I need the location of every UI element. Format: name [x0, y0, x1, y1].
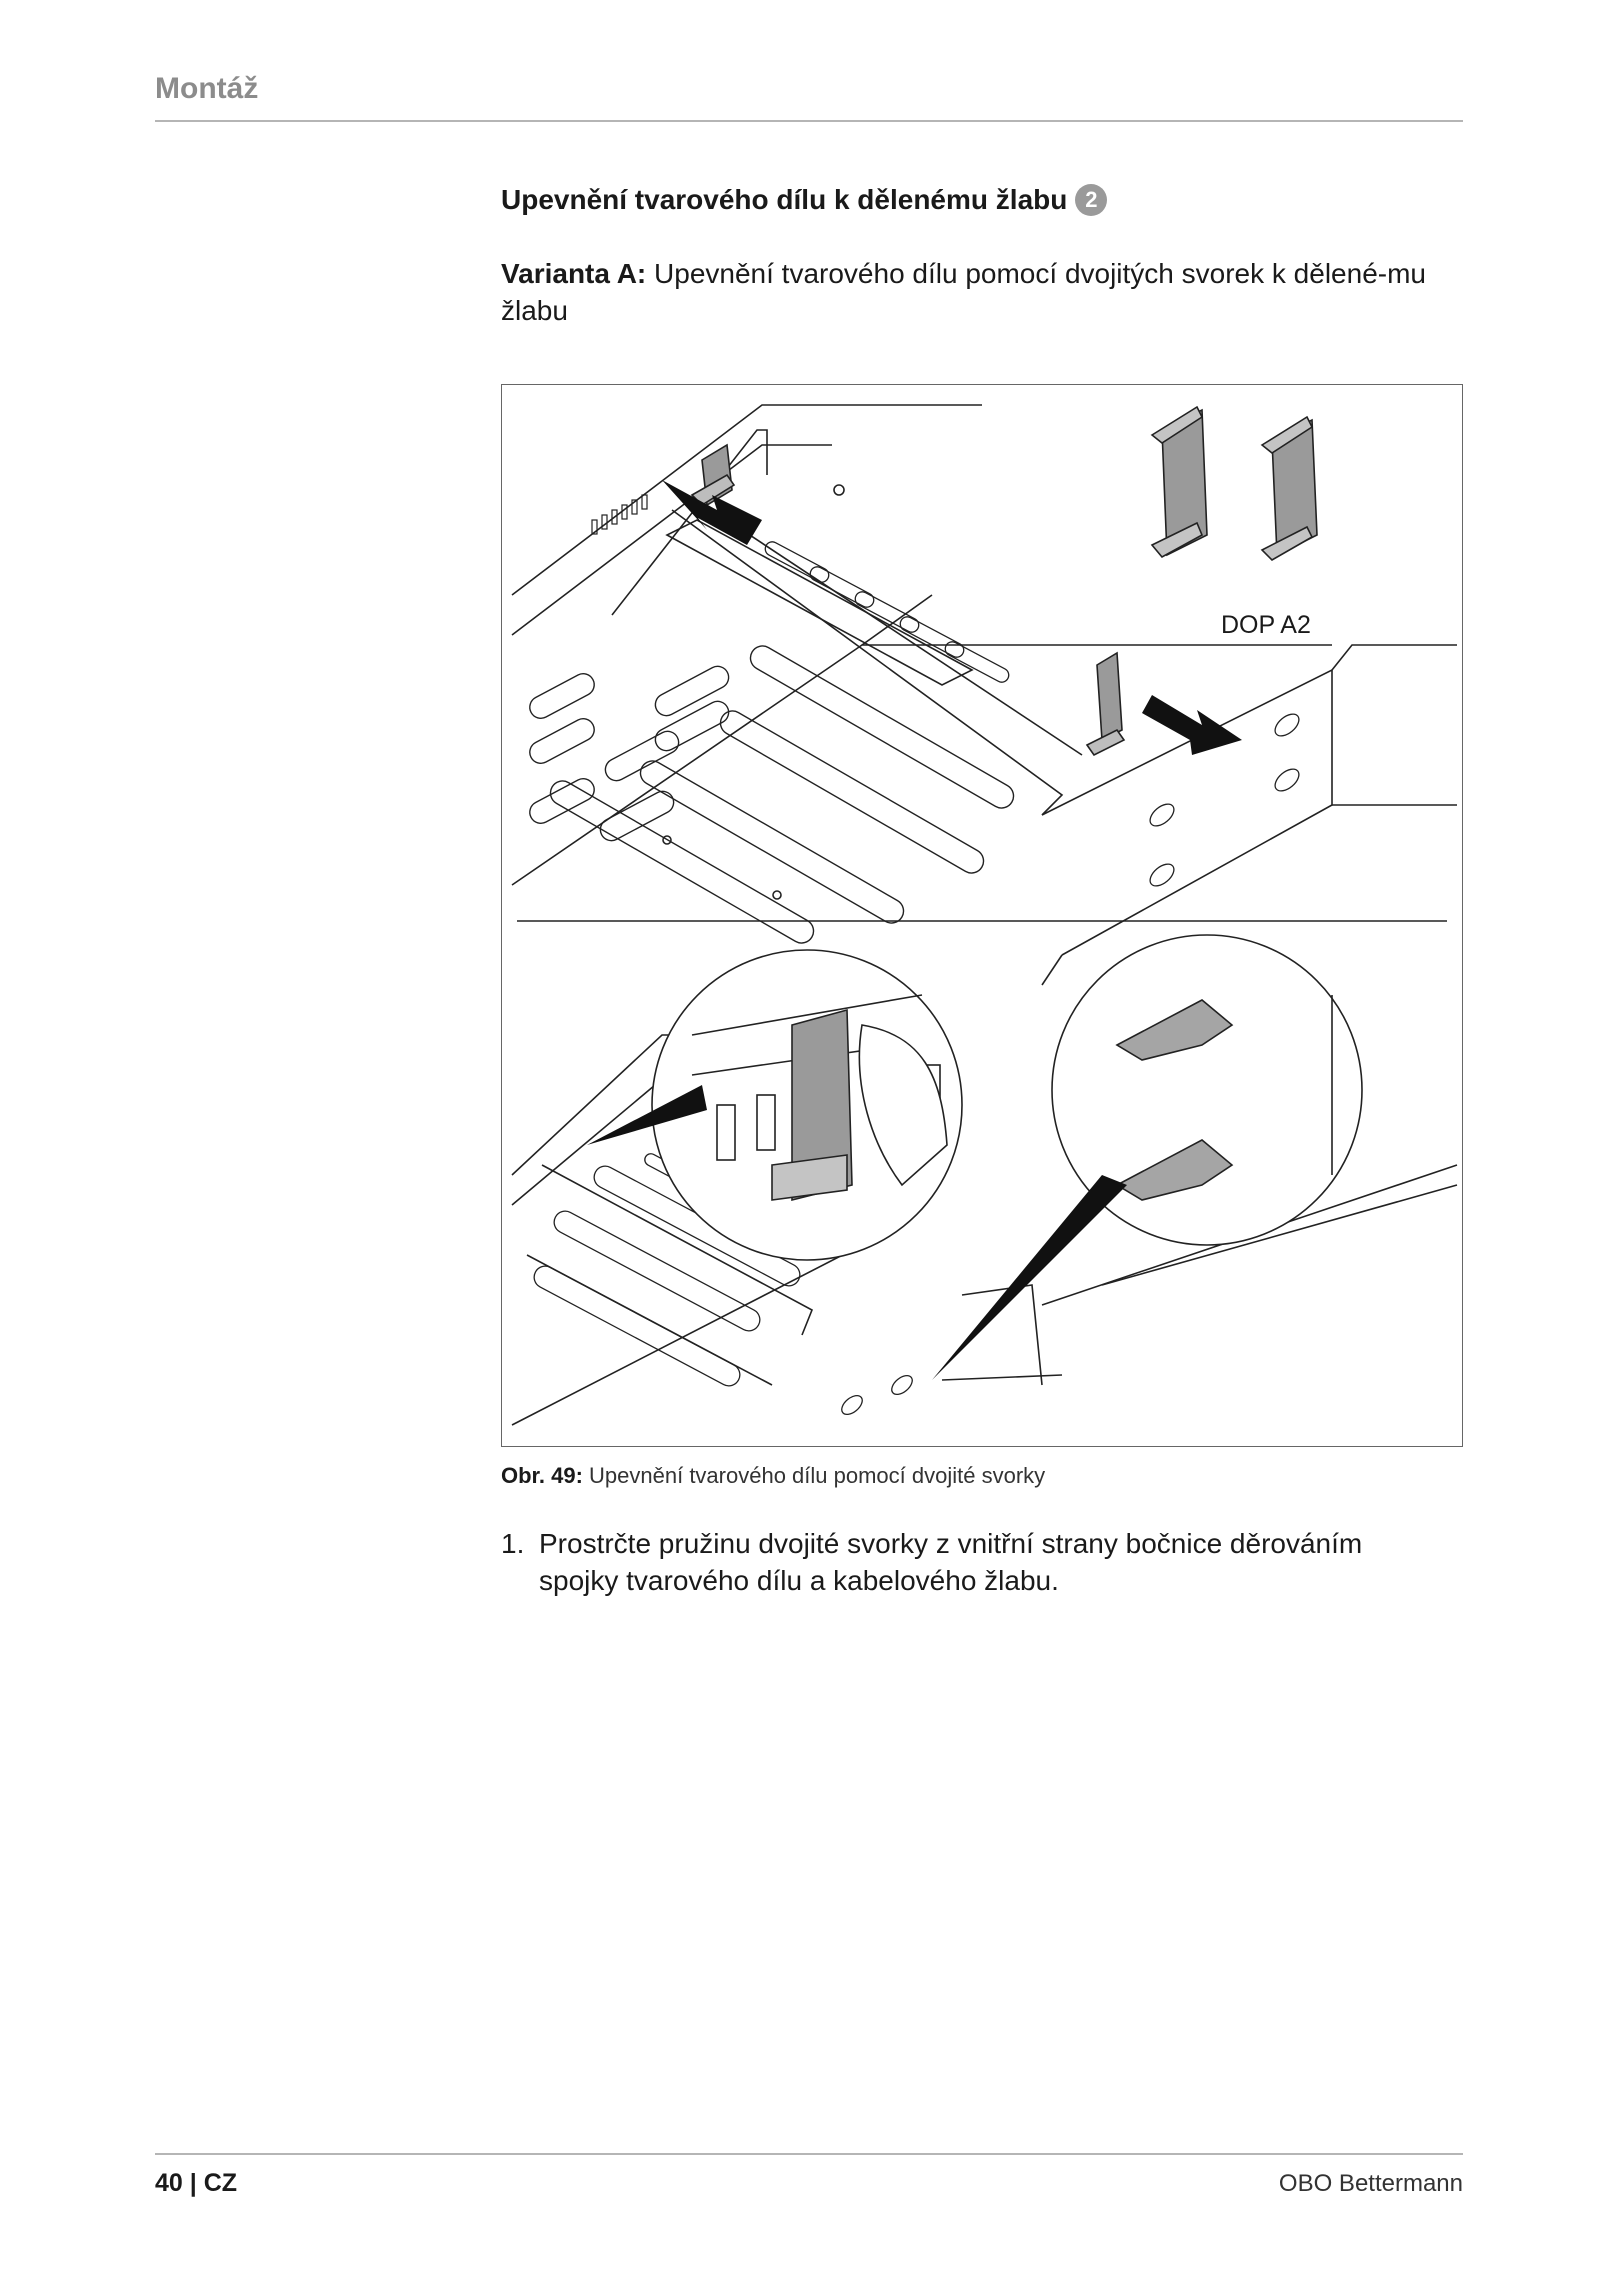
instruction-step — [501, 1525, 1463, 1599]
figure-illustration — [501, 384, 1463, 1447]
variant-label: Varianta A: — [501, 258, 647, 289]
page-heading — [501, 184, 1107, 216]
page-number: 40 | CZ — [155, 2169, 238, 2197]
variant-description — [501, 255, 1463, 329]
caption-label: Obr. 49: — [501, 1463, 583, 1488]
step-text: Prostrčte pružinu dvojité svorky z vnitřní strany bočnice děrováním spojky tvarového dílu a kabelového žlabu. — [539, 1528, 1363, 1596]
footer-divider — [155, 2153, 1463, 2155]
step-number-badge: 2 — [1075, 184, 1107, 216]
figure-caption — [501, 1463, 1045, 1489]
step-number: 1. — [501, 1528, 525, 1559]
heading-text: Upevnění tvarového dílu k dělenému žlabu — [501, 184, 1068, 215]
brand-name: OBO Bettermann — [1278, 2170, 1463, 2197]
header-divider — [155, 120, 1463, 122]
variant-text: Upevnění tvarového dílu pomocí dvojitých svorek k dělené-mu žlabu — [501, 258, 1426, 326]
part-label-dop-a2: DOP A2 — [1221, 611, 1311, 639]
cable-tray-drawing — [502, 385, 1464, 1448]
section-title: Montáž — [155, 72, 259, 105]
caption-text: Upevnění tvarového dílu pomocí dvojité svorky — [582, 1463, 1046, 1488]
